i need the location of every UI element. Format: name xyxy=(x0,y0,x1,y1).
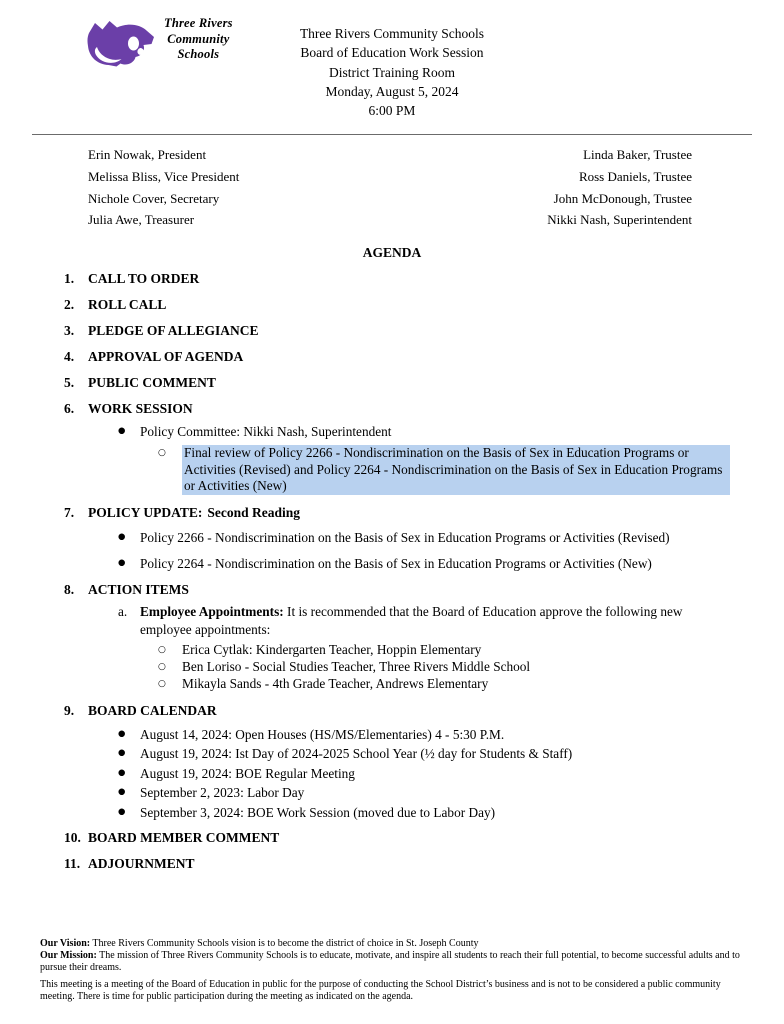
circle-bullet-icon: ○ xyxy=(158,447,166,458)
agenda-item-8 xyxy=(0,581,784,598)
document-footer xyxy=(40,938,748,1003)
policy-text: Policy 2264 - Nondiscrimination on the Basis of Sex in Education Programs or Activities (New) xyxy=(140,556,652,572)
item-label: POLICY UPDATE: xyxy=(88,505,203,521)
item-number: 6. xyxy=(64,400,75,416)
appointment-text: Mikayla Sands - 4th Grade Teacher, Andrews Elementary xyxy=(182,675,489,691)
calendar-item xyxy=(0,803,784,823)
item-label: CALL TO ORDER xyxy=(88,270,200,286)
item-number: 7. xyxy=(64,505,75,521)
item-label: WORK SESSION xyxy=(88,400,193,416)
agenda-item-3 xyxy=(0,322,784,339)
logo-text-line: Community xyxy=(167,31,230,46)
appointment-item xyxy=(0,676,784,693)
appointment-item xyxy=(0,659,784,676)
appointment-text: Ben Loriso - Social Studies Teacher, Three Rivers Middle School xyxy=(182,659,531,675)
calendar-text: September 2, 2023: Labor Day xyxy=(140,785,305,801)
header-meeting-type: Board of Education Work Session xyxy=(300,45,484,61)
work-session-committee-item xyxy=(0,423,784,440)
mission-label: Our Mission: xyxy=(40,949,97,961)
agenda-item-11 xyxy=(0,855,784,872)
agenda-item-10 xyxy=(0,829,784,846)
bullet-icon: ● xyxy=(118,806,126,817)
agenda-item-6 xyxy=(0,400,784,417)
appointment-text: Erica Cytlak: Kindergarten Teacher, Hoppin Elementary xyxy=(182,642,482,658)
item-number: 1. xyxy=(64,270,75,286)
policy-2266-item xyxy=(0,529,784,546)
agenda-item-2 xyxy=(0,296,784,313)
item-label: APPROVAL OF AGENDA xyxy=(88,348,244,364)
bullet-icon: ● xyxy=(118,728,126,739)
item-number: 8. xyxy=(64,582,75,598)
bullet-icon: ● xyxy=(118,558,126,569)
committee-text: Policy Committee: Nikki Nash, Superintendent xyxy=(140,423,392,439)
wildcat-logo-icon xyxy=(85,12,155,74)
item-number: 4. xyxy=(64,348,75,364)
agenda-item-4 xyxy=(0,348,784,365)
item-number: 2. xyxy=(64,296,75,312)
bullet-icon: ● xyxy=(118,532,126,543)
header-district-name: Three Rivers Community Schools xyxy=(299,26,485,41)
item-label: BOARD MEMBER COMMENT xyxy=(88,830,280,846)
item-label: ADJOURNMENT xyxy=(88,856,195,872)
item-label: ROLL CALL xyxy=(88,296,167,312)
agenda-item-7 xyxy=(0,504,784,521)
vision-text: Three Rivers Community Schools vision is to become the district of choice in St. Joseph County xyxy=(90,938,479,949)
item-label: ACTION ITEMS xyxy=(88,582,189,598)
officer-name: Julia Awe, Treasurer xyxy=(88,212,195,228)
item-letter: a. xyxy=(118,604,128,620)
officer-name: Ross Daniels, Trustee xyxy=(578,169,692,185)
calendar-text: August 19, 2024: Ist Day of 2024-2025 School Year (½ day for Students & Staff) xyxy=(140,746,573,762)
appointment-item xyxy=(0,642,784,659)
item-number: 11. xyxy=(64,856,81,872)
calendar-text: September 3, 2024: BOE Work Session (moved due to Labor Day) xyxy=(140,804,496,820)
board-officers xyxy=(0,135,784,230)
district-logo xyxy=(85,12,233,74)
appointments-paragraph xyxy=(140,603,702,638)
calendar-item xyxy=(0,783,784,803)
agenda-item-9 xyxy=(0,702,784,719)
item-label: PLEDGE OF ALLEGIANCE xyxy=(88,322,259,338)
item-label: BOARD CALENDAR xyxy=(88,702,217,718)
officer-name: John McDonough, Trustee xyxy=(553,190,692,206)
appointments-body: It is recommended that the Board of Education approve the following new employee appointments: xyxy=(140,604,683,637)
mission-text: The mission of Three Rivers Community Schools is to educate, motivate, and inspire all students to reach their full potential, to become successful adults and to pursue their dreams. xyxy=(40,949,740,973)
highlighted-selection-text: Final review of Policy 2266 - Nondiscrimination on the Basis of Sex in Education Programs or Activities (Revised) and Policy 2264 - Nondiscrimination on the Basis of Sex in Education Programs or Activities (New) xyxy=(182,445,730,495)
logo-text xyxy=(164,16,233,63)
employee-appointments-item xyxy=(0,603,784,638)
officer-name: Nikki Nash, Superintendent xyxy=(547,212,692,228)
header-time: 6:00 PM xyxy=(368,103,416,119)
agenda-title: AGENDA xyxy=(362,244,422,260)
officer-name: Melissa Bliss, Vice President xyxy=(88,169,240,185)
bullet-icon: ● xyxy=(118,748,126,759)
officers-right-column xyxy=(547,144,692,230)
logo-text-line: Schools xyxy=(177,47,220,61)
vision-label: Our Vision: xyxy=(40,938,91,949)
calendar-text: August 19, 2024: BOE Regular Meeting xyxy=(140,765,355,781)
circle-bullet-icon: ○ xyxy=(158,662,166,673)
circle-bullet-icon: ○ xyxy=(158,678,166,689)
item-sublabel: Second Reading xyxy=(207,505,301,521)
policy-text: Policy 2266 - Nondiscrimination on the Basis of Sex in Education Programs or Activities (Revised) xyxy=(140,530,670,546)
policy-2264-item xyxy=(0,555,784,572)
agenda-item-1 xyxy=(0,270,784,287)
item-number: 10. xyxy=(64,830,81,846)
officers-left-column xyxy=(88,144,239,230)
header-date: Monday, August 5, 2024 xyxy=(325,83,459,99)
item-number: 3. xyxy=(64,322,75,338)
officer-name: Nichole Cover, Secretary xyxy=(88,190,220,206)
mission-statement xyxy=(40,950,748,974)
logo-text-line: Three Rivers xyxy=(164,16,233,30)
item-number: 5. xyxy=(64,374,75,390)
calendar-item xyxy=(0,764,784,784)
item-number: 9. xyxy=(64,702,75,718)
officer-name: Linda Baker, Trustee xyxy=(583,147,692,163)
appointments-heading: Employee Appointments: xyxy=(140,604,284,620)
header-location: District Training Room xyxy=(328,64,455,80)
public-meeting-note: This meeting is a meeting of the Board of Education in public for the purpose of conducting the School District’s business and is not to be considered a public community meeting. There is time for public participation during the meeting as indicated on the agenda. xyxy=(40,979,721,1003)
vision-statement xyxy=(40,938,748,950)
officer-name: Erin Nowak, President xyxy=(88,147,207,163)
agenda-item-5 xyxy=(0,374,784,391)
bullet-icon: ● xyxy=(118,425,126,436)
circle-bullet-icon: ○ xyxy=(158,645,166,656)
work-session-policy-review-item xyxy=(0,445,784,495)
bullet-icon: ● xyxy=(118,767,126,778)
calendar-item xyxy=(0,725,784,745)
calendar-item xyxy=(0,744,784,764)
item-label: PUBLIC COMMENT xyxy=(88,374,216,390)
bullet-icon: ● xyxy=(118,787,126,798)
calendar-text: August 14, 2024: Open Houses (HS/MS/Elementaries) 4 - 5:30 P.M. xyxy=(140,726,505,742)
